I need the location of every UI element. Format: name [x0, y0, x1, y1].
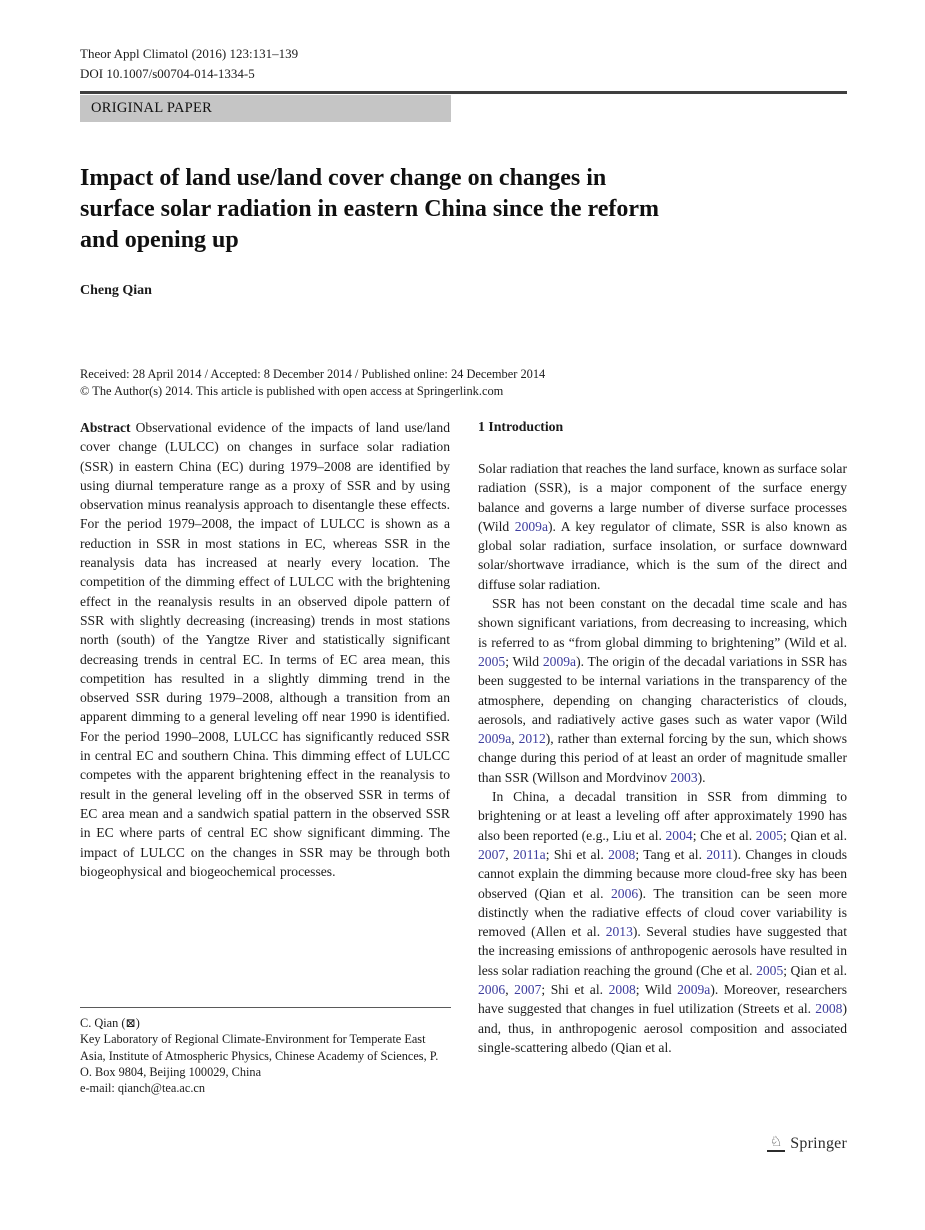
text-run: ). A key regulator of climate, SSR is also known as global solar radiation, surface insolation, or surface downward solar/shortwave irradiance, which is the sum of the direct and diffuse solar radiation. — [478, 518, 848, 592]
citation-link[interactable]: 2004 — [665, 827, 693, 843]
citation-link[interactable]: 2006 — [478, 982, 506, 998]
knight-chess-icon: ♘ — [767, 1135, 785, 1152]
citation-link[interactable]: 2005 — [756, 962, 784, 978]
two-column-body — [80, 418, 847, 1057]
copyright-line: © The Author(s) 2014. This article is published with open access at Springerlink.com — [80, 384, 504, 398]
text-run: ; Tang et al. — [635, 846, 707, 862]
text-run: ; Qian et al. — [783, 962, 847, 978]
citation-link[interactable]: 2011a — [512, 846, 546, 862]
publisher-wordmark: Springer — [790, 1135, 847, 1152]
text-run: ). Changes in clouds cannot explain the dimming because more cloud-free sky has been observed (Qian et al. — [478, 846, 847, 901]
citation-link[interactable]: 2008 — [608, 846, 636, 862]
text-run: ) and, thus, in anthropogenic aerosol composition and associated single-scattering albedo (Qian et al. — [478, 1001, 847, 1055]
citation-link[interactable]: 2013 — [605, 924, 633, 940]
header-rule — [80, 91, 847, 94]
citation-link[interactable]: 2007 — [478, 846, 506, 862]
footnote-author-line: C. Qian (⊠) — [80, 1016, 140, 1030]
journal-reference: Theor Appl Climatol (2016) 123:131–139 — [80, 46, 299, 61]
text-run: SSR has not been constant on the decadal time scale and has shown significant variations, from decreasing to increasing, which is referred to as “from global dimming to brightening” (Wild et al. — [478, 596, 847, 650]
citation-link[interactable]: 2005 — [478, 653, 506, 669]
intro-paragraph-3 — [478, 787, 847, 1057]
citation-link[interactable]: 2009a — [478, 731, 512, 747]
intro-paragraph-2 — [478, 594, 847, 787]
intro-paragraph-1 — [478, 459, 847, 594]
citation-link[interactable]: 2003 — [670, 769, 698, 785]
text-run: ; Che et al. — [692, 827, 756, 843]
corresponding-author-footnote — [80, 1007, 451, 1096]
text-run: , — [505, 846, 513, 862]
citation-link[interactable]: 2012 — [518, 731, 546, 747]
article-type-label: ORIGINAL PAPER — [91, 100, 213, 116]
text-run: , — [505, 982, 515, 998]
received-accepted-line: Received: 28 April 2014 / Accepted: 8 December 2014 / Published online: 24 December 2014 — [80, 367, 546, 381]
text-run: ; Wild — [505, 653, 543, 669]
text-run: ; Qian et al. — [782, 827, 847, 843]
citation-link[interactable]: 2009a — [542, 653, 577, 669]
abstract-label: Abstract — [80, 420, 131, 435]
section-heading-introduction: 1 Introduction — [478, 419, 564, 434]
abstract-text: Observational evidence of the impacts of land use/land cover change (LULCC) on changes in surface solar radiation (SSR) in eastern China (EC) during 1979–2008 are identified by using diurnal temperature range as a proxy of SSR and by using observation minus reanalysis approach to disentangle these effects. For the period 1979–2008, the impact of LULCC is shown as a reduction in SSR in most stations in EC, whereas SSR in the reanalysis data has increased at nearly every location. The competition of the dimming effect of LULCC with the brightening effect in the reanalysis results in an observed dipole pattern of SSR with slightly decreasing (increasing) trends in most stations north (south) of the Yangtze River and statistically significant decreasing trends in central EC. In terms of EC area mean, this competition has resulted in a slightly dimming trend in the observed SSR during 1979–2008, although a transition from an apparent dimming to a general leveling off near 1990 is identified. For the period 1990–2008, LULCC has significantly reduced SSR in central EC and southern China. This dimming effect of LULCC competes with the apparent brightening effect in the reanalysis to result in the general leveling off in the observed SSR in terms of EC area mean and a sandwich spatial pattern in the observed SSR in EC where parts of central EC show significant dimming. The impact of LULCC on the changes in SSR may be through both biogeophysical and biogeochemical processes. — [80, 420, 450, 879]
article-type-banner — [80, 95, 451, 122]
left-column — [80, 418, 450, 1057]
text-run: , — [511, 731, 519, 747]
footnote-email: e-mail: qianch@tea.ac.cn — [80, 1081, 206, 1096]
citation-link[interactable]: 2008 — [815, 1001, 843, 1017]
text-run: ; Shi et al. — [541, 982, 609, 998]
citation-link[interactable]: 2009a — [514, 518, 548, 534]
citation-link[interactable]: 2009a — [677, 982, 711, 998]
doi-line: DOI 10.1007/s00704-014-1334-5 — [80, 66, 255, 81]
page-title: Impact of land use/land cover change on changes in surface solar radiation in eastern China since the reform and opening up — [80, 165, 660, 253]
citation-link[interactable]: 2008 — [608, 982, 636, 998]
text-run: In China, a decadal transition in SSR from dimming to brightening or at least a leveling off after approximately 1990 has also been reported (e.g., Liu et al. — [478, 789, 847, 843]
text-run: ). The origin of the decadal variations in SSR has been suggested to be internal variations in the transparency of the atmosphere, depending on changing characteristics of clouds, aerosols, and radiatively active gases such as water vapor (Wild — [478, 653, 848, 727]
citation-link[interactable]: 2005 — [755, 827, 783, 843]
dates-block — [80, 366, 847, 400]
right-column — [478, 418, 847, 1057]
citation-link[interactable]: 2006 — [610, 885, 639, 901]
text-run: Solar radiation that reaches the land surface, known as surface solar radiation (SSR), is a major component of the surface energy balance and governs a large number of diverse surface processes (Wild — [478, 461, 847, 534]
text-run: ; Shi et al. — [545, 846, 609, 862]
header-meta — [80, 44, 847, 84]
text-run: ), rather than external forcing by the sun, which shows change during this period of at least an order of magnitude smaller than SSR (Willson and Mordvinov — [478, 731, 847, 785]
text-run: ). — [697, 769, 706, 785]
text-run: ). The transition can be seen more distinctly when the radiative effects of cloud cover variability is removed (Allen et al. — [478, 885, 847, 940]
text-run: ). Moreover, researchers have suggested that changes in fuel utilization (Streets et al. — [478, 982, 847, 1017]
author-name: Cheng Qian — [80, 283, 152, 298]
text-run: ). Several studies have suggested that the increasing emissions of anthropogenic aerosols have resulted in less solar radiation reaching the ground (Che et al. — [478, 924, 847, 978]
footnote-affiliation: Key Laboratory of Regional Climate-Environment for Temperate East Asia, Institute of Atmospheric Physics, Chinese Academy of Sciences, P. O. Box 9804, Beijing 100029, China — [80, 1032, 439, 1079]
citation-link[interactable]: 2011 — [706, 846, 734, 862]
abstract-paragraph — [80, 418, 450, 881]
publisher-logo — [767, 1135, 847, 1152]
citation-link[interactable]: 2007 — [514, 982, 542, 998]
text-run: ; Wild — [635, 982, 678, 998]
